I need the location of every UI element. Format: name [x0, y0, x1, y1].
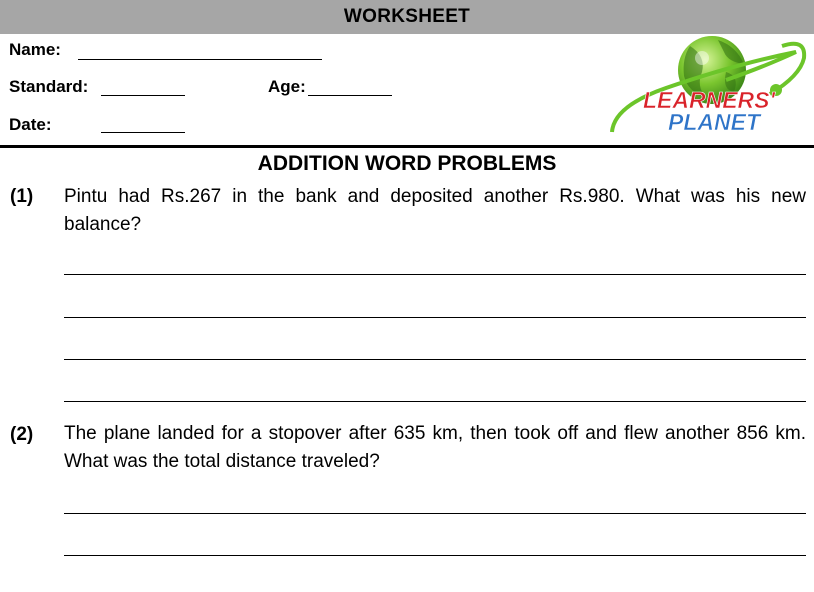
name-label: Name:	[9, 40, 61, 59]
answer-line[interactable]	[64, 317, 806, 318]
answer-line[interactable]	[64, 274, 806, 275]
worksheet-title-bar	[0, 0, 814, 34]
standard-blank[interactable]	[101, 95, 185, 96]
question-2-text: The plane landed for a stopover after 635 km, then took off and flew another 856 km. What was the total distance traveled?	[64, 423, 806, 472]
question-2-number: (2)	[10, 424, 34, 445]
date-blank[interactable]	[101, 132, 185, 133]
header-divider	[0, 145, 814, 148]
date-label: Date:	[9, 115, 52, 134]
name-blank[interactable]	[78, 59, 322, 60]
logo-line1: LEARNERS'	[643, 87, 775, 113]
question-1-number: (1)	[10, 186, 34, 207]
standard-label: Standard:	[9, 77, 89, 96]
worksheet-heading: ADDITION WORD PROBLEMS	[257, 152, 557, 175]
logo-line2: PLANET	[668, 109, 760, 135]
age-blank[interactable]	[308, 95, 392, 96]
answer-line[interactable]	[64, 359, 806, 360]
answer-line[interactable]	[64, 555, 806, 556]
answer-line[interactable]	[64, 513, 806, 514]
globe-logo-icon	[606, 36, 812, 142]
age-label: Age:	[268, 77, 306, 96]
worksheet-title: WORKSHEET	[343, 6, 471, 27]
answer-line[interactable]	[64, 401, 806, 402]
question-1-text: Pintu had Rs.267 in the bank and deposited another Rs.980. What was his new balance?	[64, 186, 806, 235]
learners-planet-logo	[606, 36, 812, 142]
